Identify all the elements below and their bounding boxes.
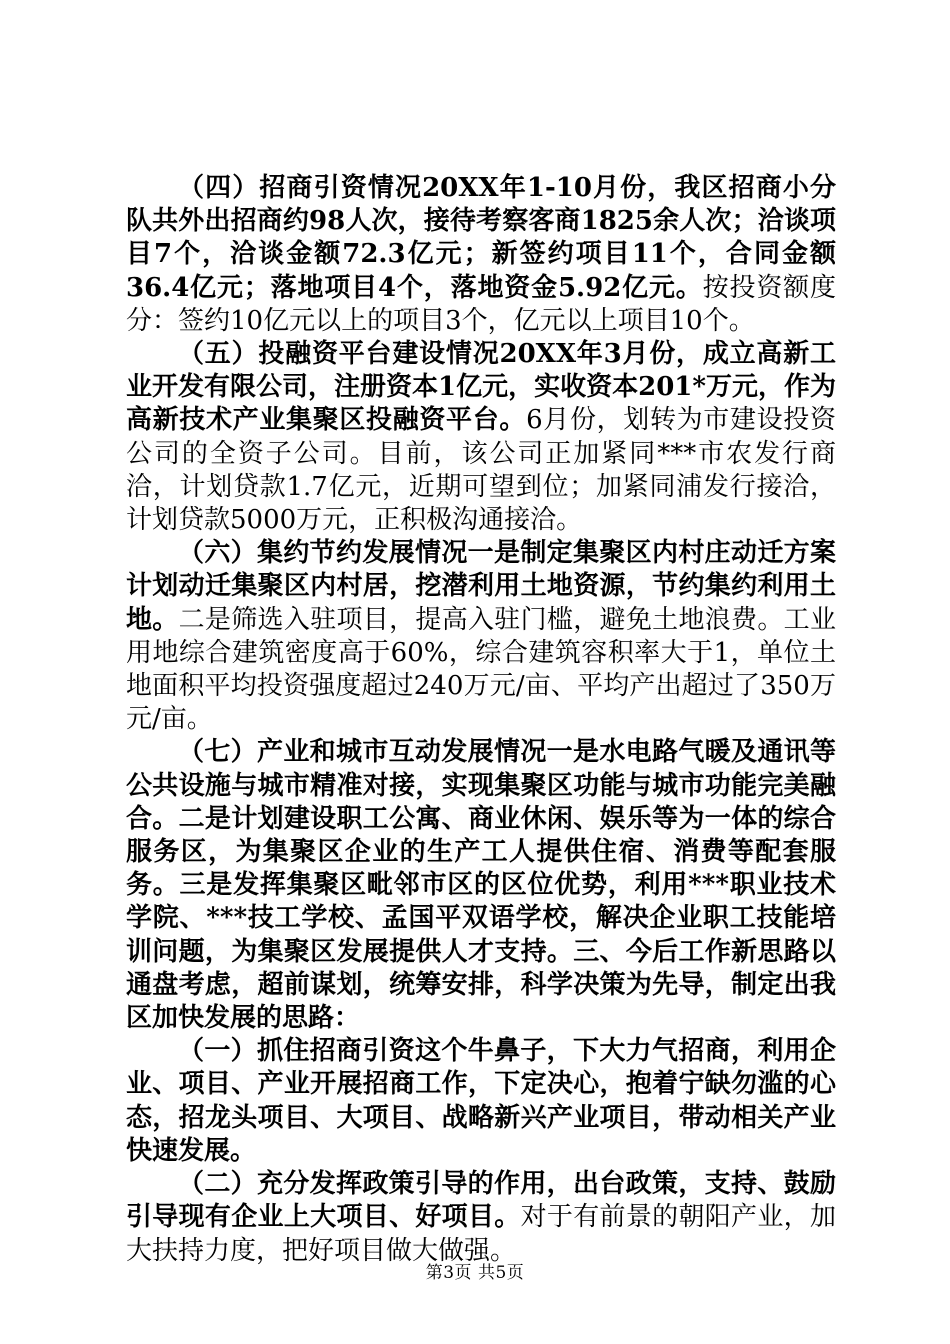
- paragraph-lead: （六）集约节约发展情况一是制定集聚区内村庄动迁方案计划动迁集聚区内村居，挖潜利用土地资源，节约集约利用土地。: [126, 538, 836, 635]
- paragraph-point-two: [126, 1168, 836, 1268]
- paragraph-lead: （七）产业和城市互动发展情况一是水电路气暖及通讯等公共设施与城市精准对接，实现集聚区功能与城市功能完美融合。二是计划建设职工公寓、商业休闲、娱乐等为一体的综合服务区，为集聚区企业的生产工人提供住宿、消费等配套服务。三是发挥集聚区毗邻市区的区位优势，利用***职业技术学院、***技工学校、孟国平双语学校，解决企业职工技能培训问题，为集聚区发展提供人才支持。三、今后工作新思路以通盘考虑，超前谋划，统筹安排，科学决策为先导，制定出我区加快发展的思路：: [126, 737, 836, 1034]
- paragraph-lead: （二）充分发挥政策引导的作用，出台政策，支持、鼓励引导现有企业上大项目、好项目。: [126, 1169, 836, 1233]
- paragraph-lead: （一）抓住招商引资这个牛鼻子，下大力气招商，利用企业、项目、产业开展招商工作，下定决心，抱着宁缺勿滥的心态，招龙头项目、大项目、战略新兴产业项目，带动相关产业快速发展。: [126, 1036, 836, 1166]
- document-body: [126, 172, 836, 1268]
- paragraph-financing-platform: [126, 338, 836, 537]
- paragraph-point-one: [126, 1035, 836, 1168]
- paragraph-rest: 按投资额度分：签约10亿元以上的项目3个，亿元以上项目10个。: [126, 272, 836, 336]
- paragraph-lead: （四）招商引资情况20XX年1-10月份，我区招商小分队共外出招商约98人次，接待考察客商1825余人次；洽谈项目7个，洽谈金额72.3亿元；新签约项目11个，合同金额36.4亿元；落地项目4个，落地资金5.92亿元。: [126, 173, 836, 303]
- paragraph-industry-city-interaction: [126, 736, 836, 1035]
- paragraph-rest: 二是筛选入驻项目，提高入驻门槛，避免土地浪费。工业用地综合建筑密度高于60%，综合建筑容积率大于1，单位土地面积平均投资强度超过240万元/亩、平均产出超过了350万元/亩。: [126, 604, 836, 735]
- paragraph-rest: 对于有前景的朝阳产业，加大扶持力度，把好项目做大做强。: [126, 1202, 836, 1266]
- paragraph-lead: （五）投融资平台建设情况20XX年3月份，成立高新工业开发有限公司，注册资本1亿元，实收资本201*万元，作为高新技术产业集聚区投融资平台。: [126, 339, 836, 436]
- page-footer: 第3页 共5页: [425, 1263, 525, 1283]
- paragraph-intensive-development: [126, 537, 836, 736]
- paragraph-investment-attraction: [126, 172, 836, 338]
- paragraph-rest: 6月份，划转为市建设投资公司的全资子公司。目前，该公司正加紧同***市农发行商洽，计划贷款1.7亿元，近期可望到位；加紧同浦发行接洽，计划贷款5000万元，正积极沟通接洽。: [126, 405, 836, 536]
